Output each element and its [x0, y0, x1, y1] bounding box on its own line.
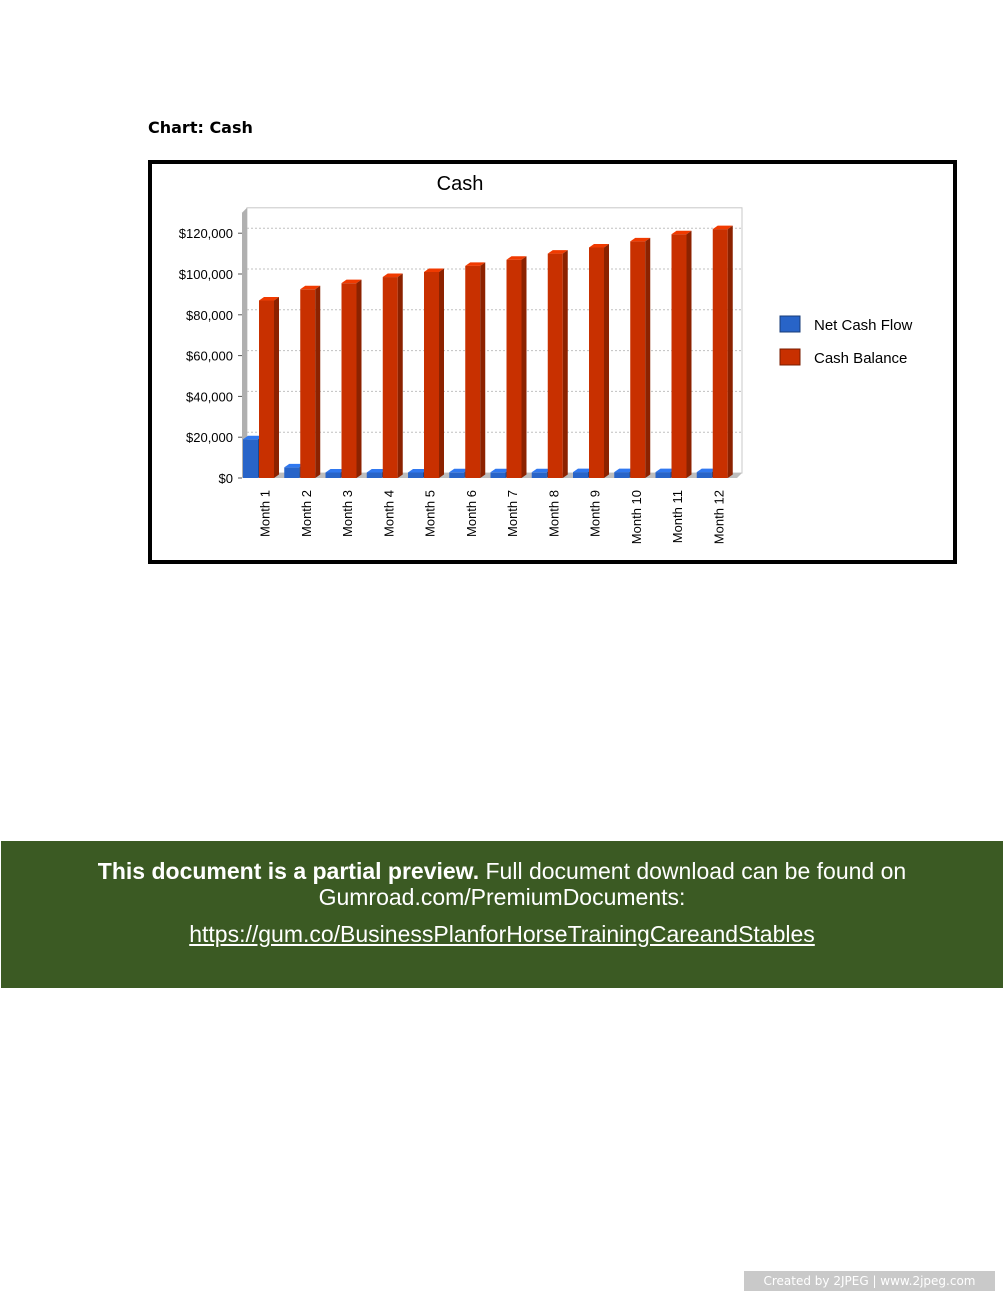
x-tick-label: Month 7: [505, 490, 521, 537]
y-tick-label: $60,000: [186, 348, 233, 364]
x-tick-label: Month 2: [298, 490, 314, 537]
bar-net-cash-flow: [367, 472, 382, 478]
banner-text-line2: Gumroad.com/PremiumDocuments:: [318, 884, 686, 910]
x-tick-label: Month 10: [628, 490, 644, 545]
x-tick-label: Month 9: [587, 490, 603, 537]
bar-cash-balance-side: [274, 297, 279, 478]
bar-net-cash-flow: [697, 472, 712, 478]
bar-net-cash-flow: [449, 472, 464, 478]
bar-cash-balance: [424, 272, 439, 478]
section-heading: Chart: Cash: [148, 118, 253, 137]
bar-net-cash-flow: [408, 472, 423, 478]
bar-cash-balance-side: [687, 231, 692, 478]
bar-cash-balance: [672, 234, 687, 478]
legend-label: Net Cash Flow: [814, 317, 913, 334]
x-tick-label: Month 4: [381, 490, 397, 537]
bar-cash-balance-side: [563, 250, 568, 478]
plot-area: [247, 208, 742, 473]
bar-cash-balance: [300, 289, 315, 478]
bar-cash-balance-side: [728, 226, 733, 478]
banner-bold-text: This document is a partial preview.: [97, 858, 480, 884]
banner-link-row: [1, 920, 1003, 948]
bar-cash-balance-side: [398, 274, 403, 478]
y-tick-label: $0: [218, 471, 233, 486]
bar-net-cash-flow: [243, 439, 258, 478]
x-tick-label: Month 8: [546, 490, 562, 537]
x-tick-label: Month 12: [711, 490, 727, 545]
x-tick-label: Month 3: [340, 490, 356, 537]
bar-cash-balance: [589, 247, 604, 478]
bar-cash-balance-side: [439, 268, 444, 478]
bar-net-cash-flow: [284, 467, 299, 478]
legend-swatch: [780, 316, 800, 332]
legend-swatch: [780, 349, 800, 365]
bar-net-cash-flow: [614, 472, 629, 478]
bar-cash-balance: [465, 266, 480, 478]
bar-net-cash-flow: [656, 472, 671, 478]
y-tick-label: $40,000: [186, 389, 233, 405]
bar-cash-balance-side: [480, 262, 485, 478]
y-tick-label: $120,000: [178, 226, 233, 242]
x-tick-label: Month 11: [670, 490, 686, 544]
chart-frame: [148, 160, 957, 564]
y-tick-label: $80,000: [186, 307, 233, 323]
bar-net-cash-flow: [326, 472, 341, 478]
download-link[interactable]: https://gum.co/BusinessPlanforHorseTrainingCareandStables: [189, 921, 815, 947]
y-tick-label: $20,000: [186, 430, 233, 446]
bar-cash-balance: [342, 283, 357, 478]
bar-net-cash-flow: [573, 472, 588, 478]
bar-cash-balance: [383, 277, 398, 478]
preview-banner: [1, 841, 1003, 988]
banner-text-line1: [1, 858, 1003, 884]
bar-cash-balance: [507, 260, 522, 478]
bar-cash-balance: [630, 241, 645, 478]
x-tick-label: Month 5: [422, 490, 438, 537]
bar-cash-balance: [713, 229, 728, 478]
cash-chart: [152, 164, 953, 560]
bar-net-cash-flow: [491, 472, 506, 478]
bar-net-cash-flow: [532, 472, 547, 478]
bar-cash-balance: [259, 301, 274, 478]
watermark: Created by 2JPEG | www.2jpeg.com: [744, 1271, 995, 1291]
x-tick-label: Month 6: [463, 490, 479, 537]
bar-cash-balance-side: [315, 286, 320, 478]
bar-cash-balance-side: [522, 256, 527, 478]
bar-cash-balance-side: [645, 238, 650, 478]
bar-cash-balance-side: [357, 280, 362, 478]
bar-cash-balance-side: [604, 244, 609, 478]
bar-cash-balance: [548, 254, 563, 478]
y-tick-label: $100,000: [178, 267, 233, 282]
banner-text: Full document download can be found on: [479, 858, 907, 884]
x-tick-label: Month 1: [257, 490, 273, 537]
chart-title: Cash: [436, 173, 484, 195]
legend-label: Cash Balance: [814, 350, 908, 367]
